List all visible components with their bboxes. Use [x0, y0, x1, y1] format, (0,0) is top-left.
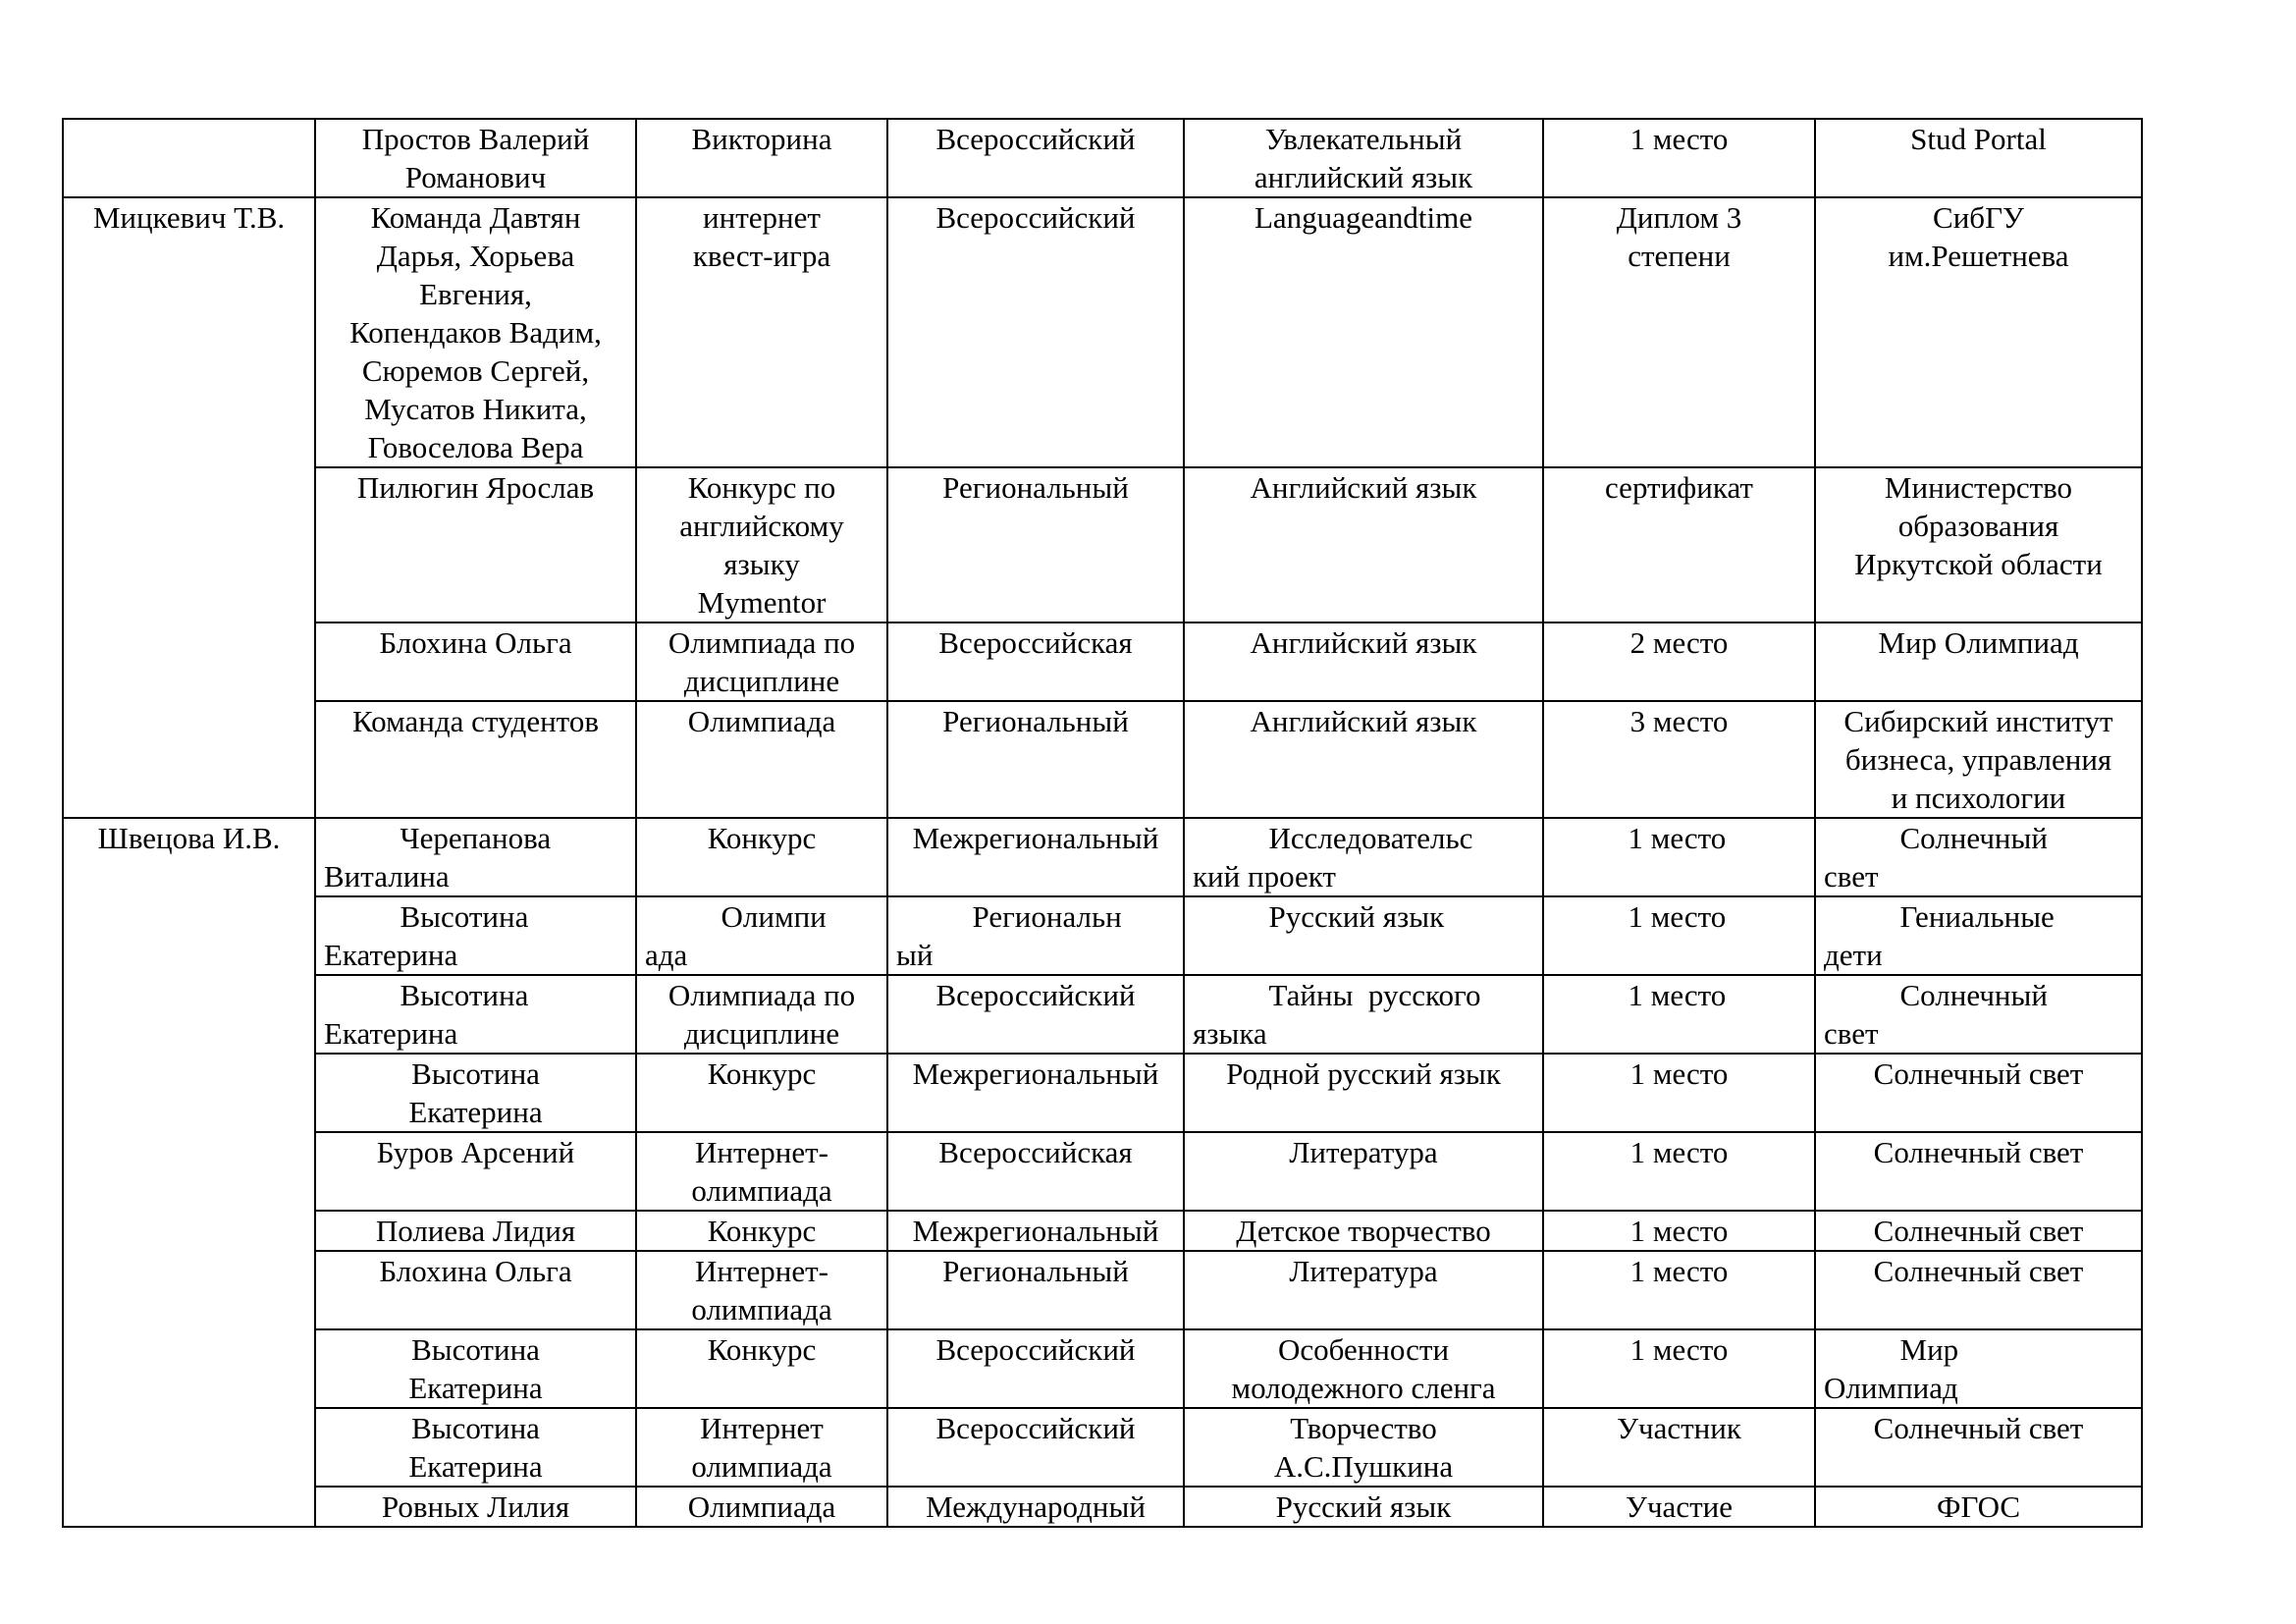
participant-cell: Ровных Лилия [315, 1487, 636, 1527]
organizer-cell: Солнечный свет [1815, 1132, 2142, 1211]
result-cell: Участник [1543, 1408, 1815, 1487]
result-cell: Участие [1543, 1487, 1815, 1527]
result-cell: 2 место [1543, 623, 1815, 701]
organizer-cell: Солнечный свет [1815, 1408, 2142, 1487]
organizer-cell: Мир Олимпиад [1815, 1329, 2142, 1408]
result-cell: 1 место [1543, 1329, 1815, 1408]
level-cell: Международный [887, 1487, 1184, 1527]
subject-cell: Английский язык [1184, 701, 1543, 818]
level-cell: Всероссийская [887, 1132, 1184, 1211]
result-cell: 1 место [1543, 818, 1815, 896]
result-cell: 1 место [1543, 1251, 1815, 1329]
participant-cell: Высотина Екатерина [315, 1054, 636, 1132]
participant-cell: Полиева Лидия [315, 1211, 636, 1251]
subject-cell: Русский язык [1184, 896, 1543, 975]
subject-cell: Languageandtime [1184, 197, 1543, 467]
form-cell: Олимпи ада [636, 896, 887, 975]
table-row [63, 467, 2142, 623]
form-cell: Олимпиада [636, 1487, 887, 1527]
organizer-cell: Солнечный свет [1815, 1251, 2142, 1329]
subject-cell: Детское творчество [1184, 1211, 1543, 1251]
table-row [63, 1211, 2142, 1251]
organizer-cell: Гениальные дети [1815, 896, 2142, 975]
organizer-cell: Солнечный свет [1815, 818, 2142, 896]
subject-cell: Родной русский язык [1184, 1054, 1543, 1132]
subject-cell: Русский язык [1184, 1487, 1543, 1527]
level-cell: Межрегиональный [887, 818, 1184, 896]
result-cell: Диплом 3 степени [1543, 197, 1815, 467]
table-row [63, 1132, 2142, 1211]
organizer-cell: ФГОС [1815, 1487, 2142, 1527]
table-row [63, 623, 2142, 701]
result-cell: 1 место [1543, 1054, 1815, 1132]
participant-cell: Блохина Ольга [315, 1251, 636, 1329]
participant-cell: Блохина Ольга [315, 623, 636, 701]
participant-cell: Высотина Екатерина [315, 975, 636, 1054]
organizer-cell: Министерство образования Иркутской области [1815, 467, 2142, 623]
result-cell: 1 место [1543, 119, 1815, 197]
result-cell: 1 место [1543, 1211, 1815, 1251]
level-cell: Всероссийская [887, 623, 1184, 701]
level-cell: Всероссийский [887, 119, 1184, 197]
level-cell: Региональный [887, 467, 1184, 623]
form-cell: Олимпиада по дисциплине [636, 623, 887, 701]
organizer-cell: СибГУ им.Решетнева [1815, 197, 2142, 467]
subject-cell: Исследовательс кий проект [1184, 818, 1543, 896]
form-cell: Интернет олимпиада [636, 1408, 887, 1487]
subject-cell: Литература [1184, 1132, 1543, 1211]
subject-cell: Особенности молодежного сленга [1184, 1329, 1543, 1408]
participant-cell: Пилюгин Ярослав [315, 467, 636, 623]
teacher-cell [63, 119, 315, 197]
form-cell: Конкурс [636, 818, 887, 896]
result-cell: 3 место [1543, 701, 1815, 818]
result-cell: 1 место [1543, 896, 1815, 975]
subject-cell: Увлекательный английский язык [1184, 119, 1543, 197]
level-cell: Всероссийский [887, 1408, 1184, 1487]
table-row [63, 119, 2142, 197]
subject-cell: Английский язык [1184, 467, 1543, 623]
participant-cell: Простов Валерий Романович [315, 119, 636, 197]
table-row [63, 1408, 2142, 1487]
result-cell: 1 место [1543, 1132, 1815, 1211]
form-cell: Интернет- олимпиада [636, 1132, 887, 1211]
organizer-cell: Сибирский институт бизнеса, управления и психологии [1815, 701, 2142, 818]
awards-table [62, 118, 2143, 1528]
teacher-cell: Швецова И.В. [63, 818, 315, 1527]
subject-cell: Тайны русского языка [1184, 975, 1543, 1054]
table-row [63, 1329, 2142, 1408]
level-cell: Межрегиональный [887, 1211, 1184, 1251]
table-row [63, 1487, 2142, 1527]
table-row [63, 197, 2142, 467]
organizer-cell: Солнечный свет [1815, 1054, 2142, 1132]
form-cell: Конкурс по английскому языку Mymentor [636, 467, 887, 623]
result-cell: 1 место [1543, 975, 1815, 1054]
teacher-cell: Мицкевич Т.В. [63, 197, 315, 818]
table-row [63, 896, 2142, 975]
level-cell: Региональный [887, 701, 1184, 818]
table-row [63, 1054, 2142, 1132]
participant-cell: Высотина Екатерина [315, 1408, 636, 1487]
level-cell: Всероссийский [887, 197, 1184, 467]
form-cell: Конкурс [636, 1329, 887, 1408]
organizer-cell: Солнечный свет [1815, 975, 2142, 1054]
participant-cell: Команда Давтян Дарья, Хорьева Евгения, Копендаков Вадим, Сюремов Сергей, Мусатов Никита, Говоселова Вера [315, 197, 636, 467]
subject-cell: Литература [1184, 1251, 1543, 1329]
level-cell: Всероссийский [887, 975, 1184, 1054]
organizer-cell: Мир Олимпиад [1815, 623, 2142, 701]
form-cell: Конкурс [636, 1211, 887, 1251]
table-row [63, 701, 2142, 818]
table-row [63, 975, 2142, 1054]
level-cell: Межрегиональный [887, 1054, 1184, 1132]
form-cell: Конкурс [636, 1054, 887, 1132]
participant-cell: Высотина Екатерина [315, 1329, 636, 1408]
level-cell: Всероссийский [887, 1329, 1184, 1408]
level-cell: Региональн ый [887, 896, 1184, 975]
table-row [63, 818, 2142, 896]
subject-cell: Творчество А.С.Пушкина [1184, 1408, 1543, 1487]
participant-cell: Буров Арсений [315, 1132, 636, 1211]
form-cell: Интернет- олимпиада [636, 1251, 887, 1329]
form-cell: интернет квест-игра [636, 197, 887, 467]
form-cell: Олимпиада по дисциплине [636, 975, 887, 1054]
subject-cell: Английский язык [1184, 623, 1543, 701]
participant-cell: Черепанова Виталина [315, 818, 636, 896]
result-cell: сертификат [1543, 467, 1815, 623]
form-cell: Викторина [636, 119, 887, 197]
table-row [63, 1251, 2142, 1329]
level-cell: Региональный [887, 1251, 1184, 1329]
organizer-cell: Stud Portal [1815, 119, 2142, 197]
participant-cell: Высотина Екатерина [315, 896, 636, 975]
form-cell: Олимпиада [636, 701, 887, 818]
organizer-cell: Солнечный свет [1815, 1211, 2142, 1251]
participant-cell: Команда студентов [315, 701, 636, 818]
